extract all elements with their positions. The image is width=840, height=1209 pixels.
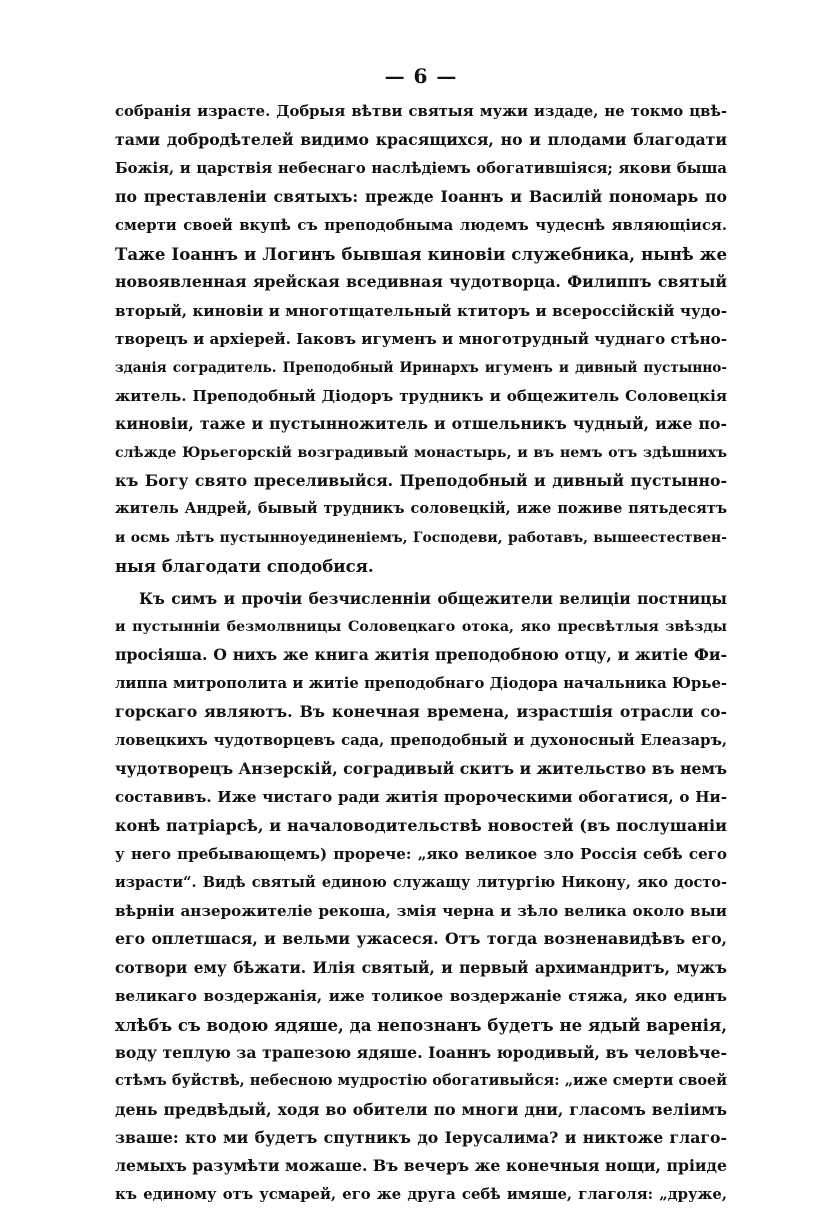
text-line: его оплетшася, и вельми ужасеся. Отъ тогда возненавидѣвъ его, <box>115 929 727 949</box>
text-line: ловецкихъ чудотворцевъ сада, преподобный и духоносный Елеазаръ, <box>115 731 727 749</box>
text-line: новоявленная ярейская вседивная чудотворца. Филиппъ святый <box>115 272 727 292</box>
document-page <box>115 62 727 1203</box>
text-line: вѣрніи анзерожителіе рекоша, змія черна и зѣло велика около выи <box>115 901 727 920</box>
text-line: къ единому отъ усмарей, его же друга себѣ имяше, глаголя: „друже, <box>115 1185 727 1203</box>
text-line: стѣмъ буйствѣ, небесною мудростію обогативыйся: „иже смерти своей <box>115 1072 727 1090</box>
text-line: зданія соградитель. Преподобный Иринархъ игуменъ и дивный пустынно- <box>115 359 727 376</box>
text-line: вторый, киновіи и многотщательный ктиторъ и всероссійскій чудо- <box>115 301 727 320</box>
text-line: просіяша. О нихъ же книга житія преподобною отцу, и житіе Фи- <box>115 645 727 665</box>
text-line: киновіи, таже и пустынножитель и отшельникъ чудный, иже по- <box>115 414 727 434</box>
text-line: тами добродѣтелей видимо красящихся, но и плодами благодати <box>115 130 727 150</box>
text-line: слѣжде Юрьегорскій возградивый монастырь, и въ немъ отъ здѣшнихъ <box>115 444 727 461</box>
text-line: Къ симъ и прочіи безчисленніи общежители велиціи постницы <box>139 589 727 608</box>
text-line: ныя благодати сподобися. <box>115 556 374 577</box>
text-line: Божія, и царствія небеснаго наслѣдіемъ обогатившіяся; якови быша <box>115 159 727 177</box>
text-line: Таже Іоаннъ и Логинъ бывшая киновіи служебника, нынѣ же <box>115 243 727 264</box>
text-line: житель. Преподобный Діодоръ трудникъ и общежитель Соловецкія <box>115 386 727 405</box>
text-line: по преставленіи святыхъ: прежде Іоаннъ и Василій пономарь по <box>115 187 727 207</box>
text-line: смерти своей вкупѣ съ преподобныма людемъ чудеснѣ являющіися. <box>115 216 727 234</box>
text-line: сотвори ему бѣжати. Илія святый, и первый архимандритъ, мужъ <box>115 958 727 977</box>
text-line: житель Андрей, бывый трудникъ соловецкій, иже поживе пятьдесятъ <box>115 500 727 518</box>
text-line: липпа митрополита и житіе преподобнаго Діодора начальника Юрье- <box>115 674 727 692</box>
paragraph-1 <box>115 98 727 581</box>
text-line: творецъ и архіерей. Іаковъ игуменъ и многотрудный чуднаго стѣно- <box>115 330 727 349</box>
text-line: конѣ патріарсѣ, и началоводительствѣ новостей (въ послушаніи <box>115 815 727 835</box>
text-line: къ Богу свято преселивыйся. Преподобный и дивный пустынно- <box>115 471 727 491</box>
page-number: — 6 — <box>384 64 458 88</box>
text-line: горскаго являютъ. Въ конечная времена, израстшія отрасли со- <box>115 702 727 722</box>
text-line: чудотворецъ Анзерскій, соградивый скитъ и жительство въ немъ <box>115 758 727 778</box>
text-line: зваше: кто ми будетъ спутникъ до Іерусалима? и никтоже глаго- <box>115 1128 727 1148</box>
text-line: собранія израсте. Добрыя вѣтви святыя мужи издаде, не токмо цвѣ- <box>115 103 727 120</box>
text-line: у него пребывающемъ) прорече: „яко великое зло Россія себѣ сего <box>115 845 727 864</box>
text-line: воду теплую за трапезою ядяше. Іоаннъ юродивый, въ человѣче- <box>115 1042 727 1062</box>
text-line: день предвѣдый, ходя во обители по многи дни, гласомъ велiимъ <box>115 1099 727 1119</box>
paragraph-2 <box>115 585 727 1209</box>
text-line: великаго воздержанія, иже толикое воздержаніе стяжа, яко единъ <box>115 987 727 1006</box>
text-line: израсти“. Видѣ святый единою служащу литургію Никону, яко досто- <box>115 873 727 891</box>
text-line: и осмь лѣтъ пустынноуединеніемъ, Господеви, работавъ, вышеестествен- <box>115 529 727 546</box>
text-line: составивъ. Иже чистаго ради житія пророческими обогатися, о Ни- <box>115 788 727 807</box>
text-line: и пустынніи безмолвницы Соловецкаго отока, яко пресвѣтлыя звѣзды <box>115 619 727 636</box>
text-line: лемыхъ разумѣти можаше. Въ вечеръ же конечныя нощи, пріиде <box>115 1156 727 1176</box>
text-line: хлѣбъ съ водою ядяше, да непознанъ будетъ не ядый варенія, <box>115 1014 727 1035</box>
